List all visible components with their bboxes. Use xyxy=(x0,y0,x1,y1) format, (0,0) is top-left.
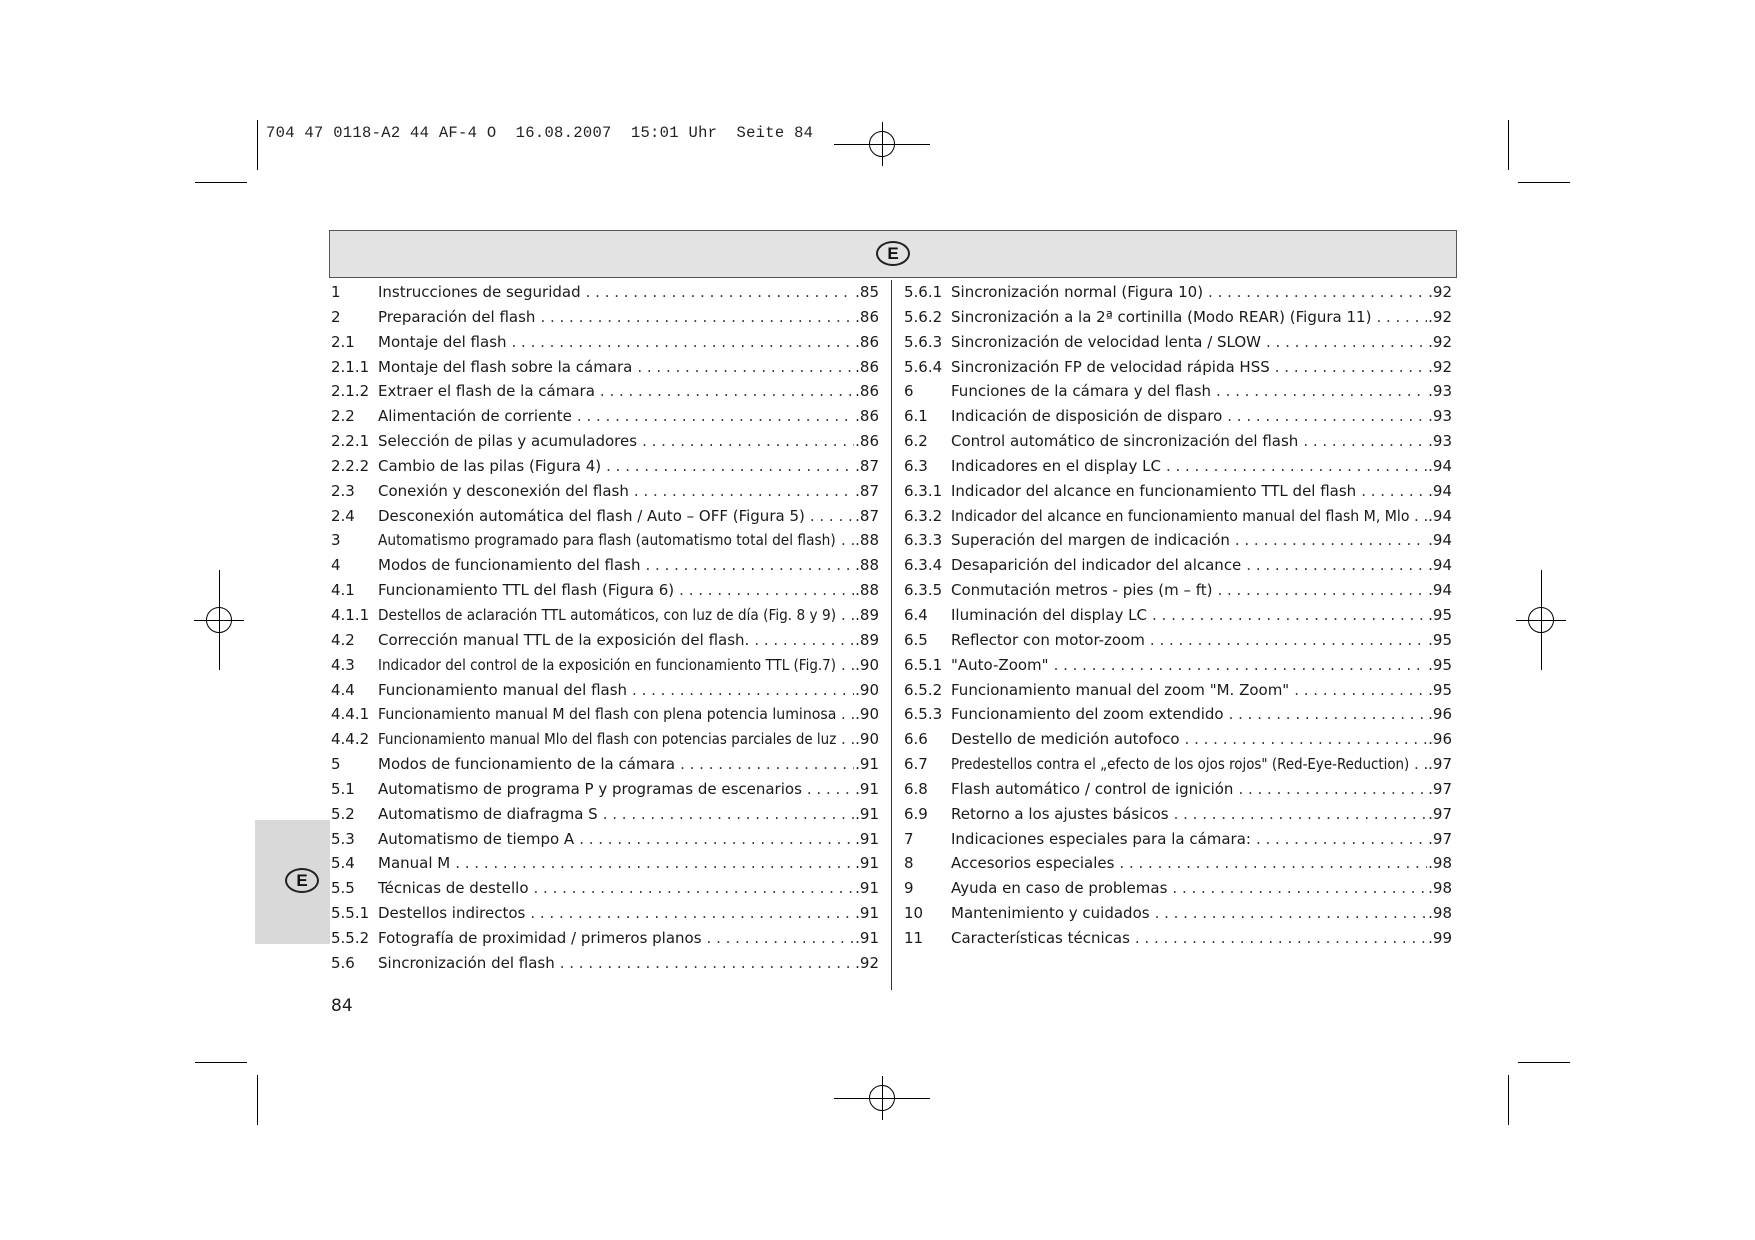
toc-entry-number: 6.5 xyxy=(904,630,928,649)
toc-entry-number: 2 xyxy=(331,307,341,326)
toc-leader-dots xyxy=(1270,355,1427,380)
toc-entry-number: 6.8 xyxy=(904,779,928,798)
toc-entry[interactable] xyxy=(904,280,1452,305)
toc-entry-title: Sincronización de velocidad lenta / SLOW xyxy=(951,332,1261,351)
toc-entry-number: 2.1.2 xyxy=(331,382,370,401)
toc-entry[interactable] xyxy=(331,752,879,777)
toc-entry-number: 3 xyxy=(331,531,341,550)
toc-entry-page: .94 xyxy=(1428,531,1452,550)
toc-entry-number: 7 xyxy=(904,829,914,848)
toc-leader-dots xyxy=(598,802,854,827)
toc-entry-title: Funcionamiento manual del zoom "M. Zoom" xyxy=(951,680,1290,699)
toc-entry-page: .98 xyxy=(1428,854,1452,873)
toc-leader-dots xyxy=(1261,330,1427,355)
toc-entry-number: 11 xyxy=(904,928,924,947)
toc-entry-page: .85 xyxy=(855,283,879,301)
toc-entry-title: Funciones de la cámara y del flash xyxy=(951,382,1212,401)
toc-leader-dots xyxy=(1161,454,1427,479)
toc-right-column xyxy=(904,280,1452,951)
toc-leader-dots xyxy=(1147,603,1427,628)
crop-mark xyxy=(1518,1062,1570,1063)
toc-entry-title: Alimentación de corriente xyxy=(378,407,572,426)
toc-entry-number: 2.4 xyxy=(331,506,355,525)
toc-entry-page: .86 xyxy=(855,432,879,451)
toc-entry-title: Selección de pilas y acumuladores xyxy=(378,432,638,451)
toc-entry-page: .96 xyxy=(1428,730,1452,749)
toc-entry[interactable] xyxy=(904,802,1452,827)
toc-entry-title: Funcionamiento manual M del flash con plena potencia luminosa xyxy=(378,705,837,724)
language-badge-side: E xyxy=(285,868,319,893)
toc-entry-title: Reflector con motor-zoom xyxy=(951,630,1145,649)
toc-leader-dots xyxy=(702,926,855,951)
toc-entry[interactable] xyxy=(331,429,879,454)
toc-leader-dots xyxy=(641,553,855,578)
toc-entry-page: .88 xyxy=(855,531,879,550)
toc-leader-dots xyxy=(581,280,855,305)
toc-entry-title: Accesorios especiales xyxy=(951,854,1115,873)
toc-entry-number: 6.9 xyxy=(904,804,928,823)
language-side-tab xyxy=(255,820,330,944)
toc-entry[interactable] xyxy=(331,678,879,703)
toc-entry[interactable] xyxy=(904,678,1452,703)
toc-entry[interactable] xyxy=(331,951,879,976)
toc-entry-page: .98 xyxy=(1428,904,1452,923)
toc-entry-page: .92 xyxy=(855,953,879,972)
toc-entry-title: Corrección manual TTL de la exposición del flash. xyxy=(378,630,750,649)
toc-entry-number: 9 xyxy=(904,879,914,898)
toc-leader-dots xyxy=(1203,280,1427,305)
toc-entry-page: .97 xyxy=(1428,755,1452,774)
toc-leader-dots xyxy=(1049,653,1428,678)
toc-entry-title: Características técnicas xyxy=(951,928,1130,947)
toc-entry-page: .94 xyxy=(1428,581,1452,600)
toc-entry-number: 4.2 xyxy=(331,630,355,649)
toc-entry-number: 2.2.1 xyxy=(331,432,370,451)
toc-entry-number: 6 xyxy=(904,382,914,401)
toc-entry[interactable] xyxy=(904,578,1452,603)
toc-entry-title: Iluminación del display LC xyxy=(951,605,1147,624)
toc-entry-number: 6.3.2 xyxy=(904,506,943,525)
toc-entry-page: .95 xyxy=(1428,680,1452,699)
toc-leader-dots xyxy=(1356,479,1427,504)
toc-entry[interactable] xyxy=(331,603,879,628)
toc-leader-dots xyxy=(1233,777,1427,802)
toc-entry[interactable] xyxy=(904,504,1452,529)
toc-entry-title: Funcionamiento del zoom extendido xyxy=(951,705,1224,724)
toc-entry-page: .97 xyxy=(1428,829,1452,848)
toc-entry-page: .92 xyxy=(1428,332,1452,351)
toc-entry-number: 5.6.4 xyxy=(904,357,943,376)
toc-entry-page: .90 xyxy=(855,730,879,749)
toc-entry-page: .87 xyxy=(855,456,879,475)
toc-entry-page: .91 xyxy=(855,879,879,898)
toc-entry[interactable] xyxy=(331,528,879,553)
toc-entry-number: 8 xyxy=(904,854,914,873)
toc-leader-dots xyxy=(1298,429,1427,454)
toc-entry-title: Sincronización FP de velocidad rápida HSS xyxy=(951,357,1270,376)
language-badge: E xyxy=(876,241,910,266)
toc-leader-dots xyxy=(836,603,854,628)
toc-entry-number: 2.1.1 xyxy=(331,357,370,376)
print-slug-line: 704 47 0118-A2 44 AF-4 O 16.08.2007 15:01 Uhr Seite 84 xyxy=(266,124,814,142)
language-header-bar xyxy=(329,230,1457,278)
toc-leader-dots xyxy=(525,901,854,926)
crop-mark xyxy=(1518,182,1570,183)
toc-entry-number: 6.5.2 xyxy=(904,680,943,699)
toc-entry[interactable] xyxy=(331,454,879,479)
toc-entry-page: .86 xyxy=(855,407,879,426)
toc-entry[interactable] xyxy=(904,777,1452,802)
toc-entry[interactable] xyxy=(331,702,879,727)
toc-leader-dots xyxy=(1212,578,1427,603)
toc-entry-title: Funcionamiento manual Mlo del flash con potencias parciales de luz xyxy=(378,730,837,749)
toc-entry-title: Sincronización del flash xyxy=(378,953,555,972)
toc-leader-dots xyxy=(1169,802,1428,827)
toc-entry[interactable] xyxy=(904,528,1452,553)
toc-entry-number: 5.6.1 xyxy=(904,283,943,301)
toc-leader-dots xyxy=(535,305,854,330)
toc-entry-number: 6.4 xyxy=(904,605,928,624)
toc-entry-page: .91 xyxy=(855,854,879,873)
toc-entry-title: Preparación del flash xyxy=(378,307,536,326)
toc-entry-title: Conexión y desconexión del flash xyxy=(378,481,629,500)
toc-leader-dots xyxy=(1150,901,1428,926)
toc-entry-title: Modos de funcionamiento del flash xyxy=(378,556,641,575)
toc-entry[interactable] xyxy=(331,827,879,852)
toc-entry-title: Fotografía de proximidad / primeros planos xyxy=(378,928,702,947)
toc-entry-number: 6.5.3 xyxy=(904,705,943,724)
toc-entry-number: 5.4 xyxy=(331,854,355,873)
toc-entry-page: .97 xyxy=(1428,779,1452,798)
toc-entry-number: 1 xyxy=(331,283,341,301)
toc-leader-dots xyxy=(836,727,854,752)
toc-entry-page: .95 xyxy=(1428,655,1452,674)
toc-leader-dots xyxy=(1371,305,1427,330)
toc-entry-number: 4.1.1 xyxy=(331,605,370,624)
toc-entry-number: 2.3 xyxy=(331,481,355,500)
toc-entry[interactable] xyxy=(331,851,879,876)
toc-entry-page: .90 xyxy=(855,705,879,724)
toc-entry-page: .90 xyxy=(855,655,879,674)
toc-entry-number: 5.5.2 xyxy=(331,928,370,947)
toc-entry-page: .93 xyxy=(1428,407,1452,426)
toc-entry-title: Superación del margen de indicación xyxy=(951,531,1230,550)
toc-entry-title: Mantenimiento y cuidados xyxy=(951,904,1150,923)
toc-entry[interactable] xyxy=(331,578,879,603)
toc-leader-dots xyxy=(572,404,854,429)
toc-entry[interactable] xyxy=(904,752,1452,777)
toc-entry-page: .92 xyxy=(1428,307,1452,326)
toc-leader-dots xyxy=(1224,702,1428,727)
toc-entry-title: Funcionamiento manual del flash xyxy=(378,680,628,699)
toc-entry-title: Retorno a los ajustes básicos xyxy=(951,804,1169,823)
toc-entry[interactable] xyxy=(331,777,879,802)
toc-entry-page: .89 xyxy=(855,605,879,624)
toc-entry-page: .86 xyxy=(855,357,879,376)
toc-entry[interactable] xyxy=(904,851,1452,876)
toc-entry[interactable] xyxy=(904,727,1452,752)
toc-entry-title: "Auto-Zoom" xyxy=(951,655,1049,674)
toc-entry[interactable] xyxy=(904,827,1452,852)
toc-entry-page: .87 xyxy=(855,481,879,500)
crop-mark xyxy=(1508,120,1509,170)
toc-entry-page: .96 xyxy=(1428,705,1452,724)
toc-entry-number: 4.4.1 xyxy=(331,705,370,724)
toc-leader-dots xyxy=(601,454,854,479)
toc-entry-number: 10 xyxy=(904,904,924,923)
toc-entry-title: Indicador del alcance en funcionamiento manual del flash M, Mlo xyxy=(951,506,1410,525)
toc-leader-dots xyxy=(1230,528,1427,553)
toc-leader-dots xyxy=(627,678,854,703)
toc-entry[interactable] xyxy=(904,876,1452,901)
toc-entry-title: Indicaciones especiales para la cámara: xyxy=(951,829,1251,848)
toc-entry-number: 6.3 xyxy=(904,456,928,475)
toc-leader-dots xyxy=(1409,752,1427,777)
toc-entry[interactable] xyxy=(904,901,1452,926)
toc-leader-dots xyxy=(1251,827,1427,852)
toc-leader-dots xyxy=(555,951,854,976)
toc-entry[interactable] xyxy=(904,355,1452,380)
toc-entry-number: 5.5.1 xyxy=(331,904,370,923)
toc-entry[interactable] xyxy=(904,330,1452,355)
toc-entry-number: 6.3.3 xyxy=(904,531,943,550)
toc-entry-page: .89 xyxy=(855,630,879,649)
crop-mark xyxy=(195,1062,247,1063)
toc-entry[interactable] xyxy=(904,553,1452,578)
toc-entry[interactable] xyxy=(904,479,1452,504)
toc-entry-title: Extraer el flash de la cámara xyxy=(378,382,595,401)
crop-mark xyxy=(257,1075,258,1125)
toc-entry-title: Destellos de aclaración TTL automáticos, con luz de día (Fig. 8 y 9) xyxy=(378,605,837,624)
toc-entry-number: 6.3.1 xyxy=(904,481,943,500)
toc-entry-number: 5.6.2 xyxy=(904,307,943,326)
toc-leader-dots xyxy=(1114,851,1427,876)
toc-leader-dots xyxy=(632,355,854,380)
toc-entry-page: .97 xyxy=(1428,804,1452,823)
toc-entry[interactable] xyxy=(331,479,879,504)
toc-entry-page: .92 xyxy=(1428,283,1452,301)
toc-entry[interactable] xyxy=(331,628,879,653)
toc-entry-title: Destello de medición autofoco xyxy=(951,730,1180,749)
toc-entry-page: .94 xyxy=(1428,506,1452,525)
toc-entry-page: .98 xyxy=(1428,879,1452,898)
toc-entry[interactable] xyxy=(331,355,879,380)
toc-leader-dots xyxy=(507,330,855,355)
toc-entry[interactable] xyxy=(904,628,1452,653)
toc-leader-dots xyxy=(1222,404,1427,429)
toc-entry-number: 6.7 xyxy=(904,755,928,774)
toc-leader-dots xyxy=(1180,727,1428,752)
toc-entry-page: .91 xyxy=(855,755,879,774)
toc-leader-dots xyxy=(595,379,854,404)
toc-entry[interactable] xyxy=(904,379,1452,404)
toc-entry-page: .92 xyxy=(1428,357,1452,376)
toc-entry-title: Automatismo de tiempo A xyxy=(378,829,575,848)
toc-entry-page: .88 xyxy=(855,556,879,575)
toc-entry-page: .91 xyxy=(855,804,879,823)
toc-entry-number: 6.1 xyxy=(904,407,928,426)
toc-entry-title: Instrucciones de seguridad xyxy=(378,283,581,301)
toc-entry-page: .91 xyxy=(855,904,879,923)
toc-leader-dots xyxy=(802,777,854,802)
column-divider xyxy=(891,280,892,990)
toc-entry-number: 5.2 xyxy=(331,804,355,823)
toc-leader-dots xyxy=(1289,678,1427,703)
toc-entry[interactable] xyxy=(331,653,879,678)
toc-entry-number: 4.4 xyxy=(331,680,355,699)
toc-entry-title: Indicador del alcance en funcionamiento TTL del flash xyxy=(951,481,1357,500)
toc-entry-title: Montaje del flash xyxy=(378,332,507,351)
toc-entry[interactable] xyxy=(331,379,879,404)
toc-entry-page: .94 xyxy=(1428,456,1452,475)
toc-leader-dots xyxy=(637,429,854,454)
toc-leader-dots xyxy=(836,528,854,553)
toc-entry-number: 5.6.3 xyxy=(904,332,943,351)
toc-entry-title: Automatismo de programa P y programas de escenarios xyxy=(378,779,802,798)
toc-entry-title: Funcionamiento TTL del flash (Figura 6) xyxy=(378,581,675,600)
toc-entry-number: 6.3.4 xyxy=(904,556,943,575)
toc-leader-dots xyxy=(1409,504,1427,529)
toc-entry-number: 6.2 xyxy=(904,432,928,451)
toc-entry-title: Montaje del flash sobre la cámara xyxy=(378,357,633,376)
toc-leader-dots xyxy=(1145,628,1427,653)
toc-entry[interactable] xyxy=(904,653,1452,678)
toc-entry[interactable] xyxy=(904,305,1452,330)
toc-entry-page: .99 xyxy=(1428,928,1452,947)
toc-entry[interactable] xyxy=(331,330,879,355)
toc-entry-title: Desaparición del indicador del alcance xyxy=(951,556,1242,575)
toc-leader-dots xyxy=(675,752,854,777)
toc-entry-title: Sincronización normal (Figura 10) xyxy=(951,283,1204,301)
toc-entry[interactable] xyxy=(904,454,1452,479)
toc-entry[interactable] xyxy=(331,727,879,752)
toc-entry-title: Predestellos contra el „efecto de los ojos rojos" (Red-Eye-Reduction) xyxy=(951,755,1410,774)
toc-entry-title: Cambio de las pilas (Figura 4) xyxy=(378,456,602,475)
toc-entry-page: .95 xyxy=(1428,630,1452,649)
toc-entry-title: Automatismo de diafragma S xyxy=(378,804,598,823)
toc-leader-dots xyxy=(749,628,854,653)
toc-entry[interactable] xyxy=(904,429,1452,454)
toc-leader-dots xyxy=(574,827,854,852)
toc-left-column xyxy=(331,280,879,976)
toc-leader-dots xyxy=(450,851,854,876)
toc-entry-page: .86 xyxy=(855,307,879,326)
toc-entry-title: Conmutación metros - pies (m – ft) xyxy=(951,581,1213,600)
toc-leader-dots xyxy=(836,702,854,727)
crop-mark xyxy=(257,120,258,170)
toc-entry-page: .88 xyxy=(855,581,879,600)
toc-entry[interactable] xyxy=(331,504,879,529)
toc-entry[interactable] xyxy=(331,553,879,578)
toc-entry-number: 5.3 xyxy=(331,829,355,848)
toc-entry[interactable] xyxy=(331,926,879,951)
toc-entry-title: Flash automático / control de ignición xyxy=(951,779,1234,798)
toc-entry[interactable] xyxy=(331,802,879,827)
toc-entry[interactable] xyxy=(331,876,879,901)
toc-entry-page: .91 xyxy=(855,779,879,798)
toc-entry-page: .90 xyxy=(855,680,879,699)
toc-entry-title: Modos de funcionamiento de la cámara xyxy=(378,755,676,774)
toc-leader-dots xyxy=(1130,926,1427,951)
toc-entry-number: 4.3 xyxy=(331,655,355,674)
toc-entry-title: Indicación de disposición de disparo xyxy=(951,407,1223,426)
toc-entry-number: 5.1 xyxy=(331,779,355,798)
toc-leader-dots xyxy=(529,876,855,901)
toc-entry-page: .91 xyxy=(855,928,879,947)
toc-entry-number: 6.5.1 xyxy=(904,655,943,674)
toc-entry-page: .94 xyxy=(1428,481,1452,500)
toc-entry-page: .86 xyxy=(855,382,879,401)
toc-entry-title: Desconexión automática del flash / Auto – OFF (Figura 5) xyxy=(378,506,805,525)
toc-entry-number: 2.2.2 xyxy=(331,456,370,475)
toc-entry-page: .87 xyxy=(855,506,879,525)
toc-entry[interactable] xyxy=(331,280,879,305)
toc-entry-number: 4.4.2 xyxy=(331,730,370,749)
toc-entry-number: 5 xyxy=(331,755,341,774)
toc-leader-dots xyxy=(805,504,854,529)
toc-entry-page: .91 xyxy=(855,829,879,848)
toc-entry-number: 5.6 xyxy=(331,953,355,972)
toc-leader-dots xyxy=(1211,379,1427,404)
toc-entry-title: Destellos indirectos xyxy=(378,904,526,923)
toc-entry-number: 5.5 xyxy=(331,879,355,898)
toc-entry-title: Sincronización a la 2ª cortinilla (Modo REAR) (Figura 11) xyxy=(951,307,1372,326)
toc-entry-page: .93 xyxy=(1428,382,1452,401)
toc-entry-number: 6.6 xyxy=(904,730,928,749)
toc-entry-title: Manual M xyxy=(378,854,451,873)
toc-entry-title: Ayuda en caso de problemas xyxy=(951,879,1168,898)
toc-entry-number: 2.1 xyxy=(331,332,355,351)
toc-entry[interactable] xyxy=(904,926,1452,951)
toc-leader-dots xyxy=(1241,553,1427,578)
toc-entry[interactable] xyxy=(331,404,879,429)
toc-entry-number: 2.2 xyxy=(331,407,355,426)
toc-entry-number: 4.1 xyxy=(331,581,355,600)
toc-entry-title: Indicadores en el display LC xyxy=(951,456,1161,475)
page-number: 84 xyxy=(331,996,353,1016)
toc-entry[interactable] xyxy=(904,603,1452,628)
toc-entry-number: 4 xyxy=(331,556,341,575)
crop-mark xyxy=(1508,1075,1509,1125)
toc-leader-dots xyxy=(1167,876,1427,901)
toc-entry[interactable] xyxy=(904,404,1452,429)
toc-entry[interactable] xyxy=(331,901,879,926)
toc-entry[interactable] xyxy=(904,702,1452,727)
toc-leader-dots xyxy=(629,479,854,504)
toc-entry-number: 6.3.5 xyxy=(904,581,943,600)
toc-leader-dots xyxy=(836,653,854,678)
toc-entry[interactable] xyxy=(331,305,879,330)
toc-entry-title: Control automático de sincronización del flash xyxy=(951,432,1299,451)
crop-mark xyxy=(195,182,247,183)
toc-entry-page: .94 xyxy=(1428,556,1452,575)
toc-entry-page: .86 xyxy=(855,332,879,351)
toc-entry-page: .93 xyxy=(1428,432,1452,451)
toc-entry-title: Técnicas de destello xyxy=(378,879,529,898)
toc-leader-dots xyxy=(674,578,854,603)
toc-entry-title: Automatismo programado para flash (automatismo total del flash) xyxy=(378,531,836,550)
toc-entry-page: .95 xyxy=(1428,605,1452,624)
toc-entry-title: Indicador del control de la exposición en funcionamiento TTL (Fig.7) xyxy=(378,655,837,674)
